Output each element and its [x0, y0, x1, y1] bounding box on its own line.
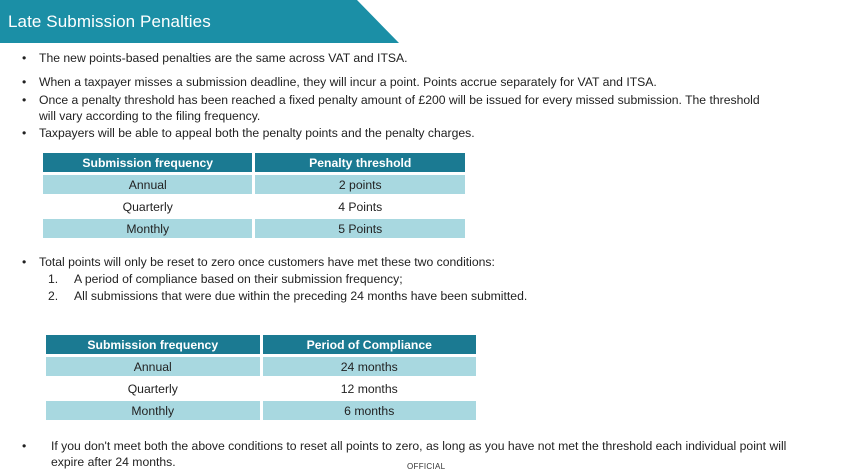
numbered-item — [48, 271, 808, 287]
classification-label: OFFICIAL — [407, 462, 446, 471]
bullet-item — [22, 74, 822, 90]
table-row — [46, 357, 476, 376]
table-row — [43, 219, 465, 238]
numbered-item — [48, 288, 808, 304]
table-header-cell: Submission frequency — [43, 153, 252, 172]
table-header-row — [46, 335, 476, 354]
table-cell: Annual — [43, 175, 252, 194]
bullet-text: Once a penalty threshold has been reached a fixed penalty amount of £200 will be issued for every missed submission. The threshold will vary according to the filing frequency. — [39, 93, 760, 123]
bullet-dot: • — [22, 93, 27, 107]
item-text: All submissions that were due within the preceding 24 months have been submitted. — [74, 289, 528, 303]
compliance-period-table — [43, 332, 479, 423]
bullet-item — [22, 254, 822, 270]
bullet-dot: • — [22, 75, 27, 89]
table-header-cell: Penalty threshold — [255, 153, 465, 172]
table-header-cell: Period of Compliance — [263, 335, 477, 354]
table-cell: Quarterly — [46, 379, 260, 398]
bullet-dot: • — [22, 255, 27, 269]
bullet-item — [22, 92, 762, 124]
table-header-row — [43, 153, 465, 172]
bullet-dot: • — [22, 126, 27, 140]
table-cell: Annual — [46, 357, 260, 376]
item-text: A period of compliance based on their submission frequency; — [74, 272, 403, 286]
table-cell: 2 points — [255, 175, 465, 194]
bullet-text: If you don't meet both the above conditions to reset all points to zero, as long as you have not met the threshold each individual point will expire after 24 months. — [51, 439, 787, 469]
table-cell: Monthly — [43, 219, 252, 238]
table-row — [43, 175, 465, 194]
item-number: 1. — [48, 272, 59, 286]
penalty-threshold-table — [40, 150, 468, 241]
table-row — [46, 401, 476, 420]
bullet-text: Taxpayers will be able to appeal both the penalty points and the penalty charges. — [39, 126, 475, 140]
bullet-dot: • — [22, 51, 27, 65]
bullet-text: The new points-based penalties are the same across VAT and ITSA. — [39, 51, 408, 65]
table-cell: 4 Points — [255, 197, 465, 216]
table-row — [46, 379, 476, 398]
table-cell: 24 months — [263, 357, 477, 376]
item-number: 2. — [48, 289, 59, 303]
slide-title: Late Submission Penalties — [8, 12, 211, 31]
title-band — [0, 0, 399, 43]
table-header-cell: Submission frequency — [46, 335, 260, 354]
bullet-text: When a taxpayer misses a submission deadline, they will incur a point. Points accrue separately for VAT and ITSA. — [39, 75, 657, 89]
bullet-item — [22, 125, 822, 141]
bullet-dot: • — [22, 439, 27, 453]
bullet-text: Total points will only be reset to zero once customers have met these two conditions: — [39, 255, 495, 269]
table-cell: 6 months — [263, 401, 477, 420]
table-cell: Quarterly — [43, 197, 252, 216]
table-cell: 12 months — [263, 379, 477, 398]
bullet-item — [22, 50, 822, 66]
table-row — [43, 197, 465, 216]
table-cell: 5 Points — [255, 219, 465, 238]
table-cell: Monthly — [46, 401, 260, 420]
